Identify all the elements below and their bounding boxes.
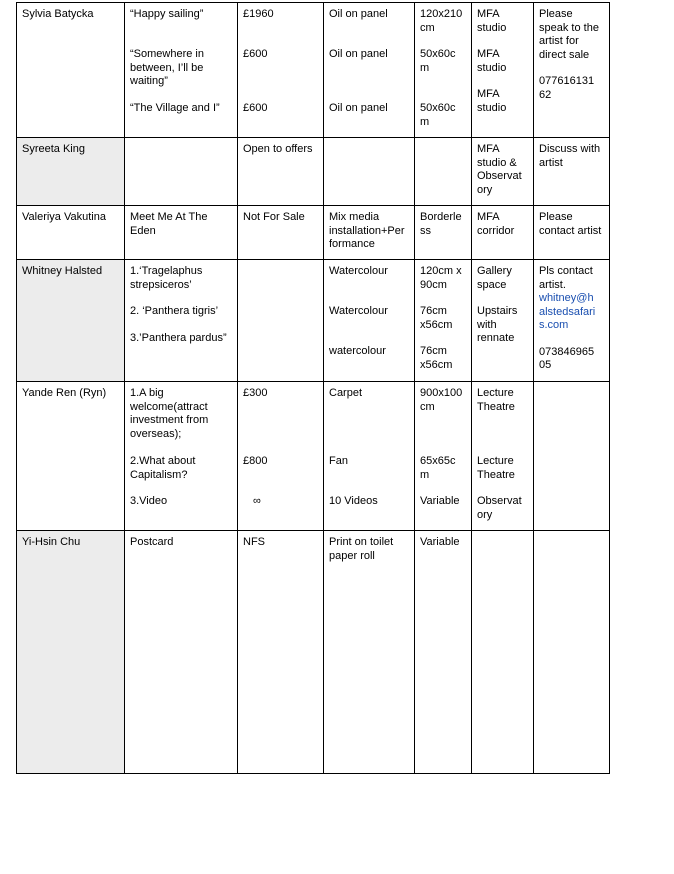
title-cell: Meet Me At The Eden bbox=[125, 206, 238, 260]
location-cell: MFA corridor bbox=[472, 206, 534, 260]
table-row bbox=[17, 206, 610, 260]
artist-name: Sylvia Batycka bbox=[17, 3, 125, 138]
price-cell: NFS bbox=[238, 531, 324, 774]
table-row bbox=[17, 531, 610, 774]
price-cell bbox=[238, 260, 324, 382]
size-cell bbox=[415, 138, 472, 206]
medium-cell: Print on toilet paper roll bbox=[324, 531, 415, 774]
artist-name: Yi-Hsin Chu bbox=[17, 531, 125, 774]
size-cell: 900x100 cm 65x65c m Variable bbox=[415, 382, 472, 531]
artist-name: Valeriya Vakutina bbox=[17, 206, 125, 260]
table-row bbox=[17, 260, 610, 382]
size-cell: Variable bbox=[415, 531, 472, 774]
contact-cell: Pls contact artist. whitney@h alstedsafari s.com 073846965 05 bbox=[534, 260, 610, 382]
table-row bbox=[17, 382, 610, 531]
location-cell: Gallery space Upstairs with rennate bbox=[472, 260, 534, 382]
contact-cell: Please contact artist bbox=[534, 206, 610, 260]
title-cell: Postcard bbox=[125, 531, 238, 774]
medium-cell bbox=[324, 138, 415, 206]
title-cell: 1.‘Tragelaphus strepsiceros’ 2. ‘Panthera tigris’ 3.’Panthera pardus” bbox=[125, 260, 238, 382]
table-row bbox=[17, 3, 610, 138]
location-cell: Lecture Theatre Lecture Theatre Observat ory bbox=[472, 382, 534, 531]
artworks-table bbox=[16, 2, 610, 774]
medium-cell: Mix media installation+Per formance bbox=[324, 206, 415, 260]
title-cell: 1.A big welcome(attract investment from overseas); 2.What about Capitalism? 3.Video bbox=[125, 382, 238, 531]
location-cell: MFA studio & Observat ory bbox=[472, 138, 534, 206]
price-cell: £300 £800 ∞ bbox=[238, 382, 324, 531]
title-cell bbox=[125, 138, 238, 206]
size-cell: Borderle ss bbox=[415, 206, 472, 260]
medium-cell: Watercolour Watercolour watercolour bbox=[324, 260, 415, 382]
email-link[interactable]: whitney@h alstedsafari s.com bbox=[539, 292, 596, 331]
medium-cell: Oil on panel Oil on panel Oil on panel bbox=[324, 3, 415, 138]
contact-cell bbox=[534, 382, 610, 531]
title-cell: “Happy sailing” “Somewhere in between, I’ll be waiting” “The Village and I” bbox=[125, 3, 238, 138]
location-cell: MFA studio MFA studio MFA studio bbox=[472, 3, 534, 138]
artist-name: Yande Ren (Ryn) bbox=[17, 382, 125, 531]
artist-name: Syreeta King bbox=[17, 138, 125, 206]
price-cell: Open to offers bbox=[238, 138, 324, 206]
size-cell: 120cm x 90cm 76cm x56cm 76cm x56cm bbox=[415, 260, 472, 382]
location-cell bbox=[472, 531, 534, 774]
artist-name: Whitney Halsted bbox=[17, 260, 125, 382]
price-cell: £1960 £600 £600 bbox=[238, 3, 324, 138]
medium-cell: Carpet Fan 10 Videos bbox=[324, 382, 415, 531]
price-cell: Not For Sale bbox=[238, 206, 324, 260]
contact-cell bbox=[534, 531, 610, 774]
table-row bbox=[17, 138, 610, 206]
contact-cell: Discuss with artist bbox=[534, 138, 610, 206]
size-cell: 120x210 cm 50x60c m 50x60c m bbox=[415, 3, 472, 138]
contact-cell: Please speak to the artist for direct sale 077616131 62 bbox=[534, 3, 610, 138]
